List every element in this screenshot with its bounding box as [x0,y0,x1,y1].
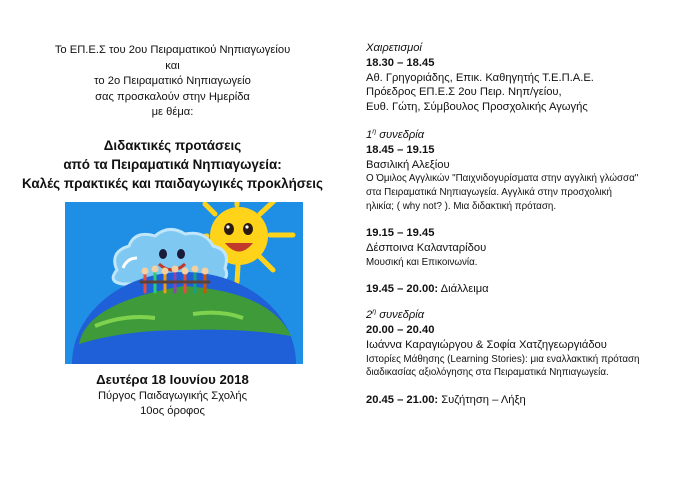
invitation-intro [0,43,345,121]
greetings-title: Χαιρετισμοί [366,42,422,54]
session2-talk1-time: 20.00 – 20.40 [366,323,435,336]
session1-talk1-time: 18.45 – 19.15 [366,143,435,156]
event-subject [0,136,345,193]
session1-talk2-time: 19.15 – 19.45 [366,227,435,240]
closing-row: 20.45 – 21.00: Συζήτηση – Λήξη [366,393,526,406]
session1-title: $1^\eta$ συνεδρία [366,128,425,141]
intro-line: με θέμα: [151,106,194,119]
subject-line: Καλές πρακτικές και παιδαγωγικές προκλήσεις [22,176,323,191]
intro-line: σας προσκαλούν στην Ημερίδα [95,90,250,103]
event-floor: 10ος όροφος [140,405,205,417]
greetings-speaker: Πρόεδρος ΕΠ.Ε.Σ 2ου Πειρ. Νηπ/γείου, [366,86,562,99]
greetings-speaker: Αθ. Γρηγοριάδης, Επικ. Καθηγητής Τ.Ε.Π.Α.Ε. [366,71,594,84]
session1-talk2-speaker: Δέσποινα Καλανταρίδου [366,241,487,254]
subject-line: Διδακτικές προτάσεις [103,138,242,153]
event-date: Δευτέρα 18 Ιουνίου 2018 [96,372,249,387]
children-drawing [65,202,303,364]
greetings-speaker: Ευθ. Γώτη, Σύμβουλος Προσχολικής Αγωγής [366,101,588,114]
session1-talk1-desc: Ο Όμιλος Αγγλικών "Παιχνιδογυρίσματα στην αγγλική γλώσσα" [366,173,639,185]
session2-talk1-desc: Ιστορίες Μάθησης (Learning Stories): μια εναλλακτική πρόταση [366,353,640,365]
session2-talk1-desc: διαδικασίας αξιολόγησης στα Πειραματικά Νηπιαγωγεία. [366,367,609,379]
program-column [366,41,686,408]
intro-line: και [165,59,180,72]
greetings-time: 18.30 – 18.45 [366,56,435,69]
session1-talk2-desc: Μουσική και Επικοινωνία. [366,256,478,268]
subject-line: από τα Πειραματικά Νηπιαγωγεία: [63,157,282,172]
session1-talk1-speaker: Βασιλική Αλεξίου [366,158,450,171]
break-row: 19.45 – 20.00: Διάλλειμα [366,283,489,296]
intro-line: το 2ο Πειραματικό Νηπιαγωγείο [94,75,251,88]
session2-title: $2^\eta$ συνεδρία [366,308,425,322]
event-details [0,370,345,419]
session1-talk1-desc: ηλικία; ( why not? ). Μια διδακτική πρόταση. [366,200,557,212]
intro-line: Το ΕΠ.Ε.Σ του 2ου Πειραματικού Νηπιαγωγείου [54,44,291,56]
session2-talk1-speaker: Ιωάννα Καραγιώργου & Σοφία Χατζηγεωργιάδου [366,338,607,351]
event-place: Πύργος Παιδαγωγικής Σχολής [97,390,248,402]
session1-talk1-desc: στα Πειραματικά Νηπιαγωγεία. Αγγλικά στην προσχολική [366,186,612,198]
